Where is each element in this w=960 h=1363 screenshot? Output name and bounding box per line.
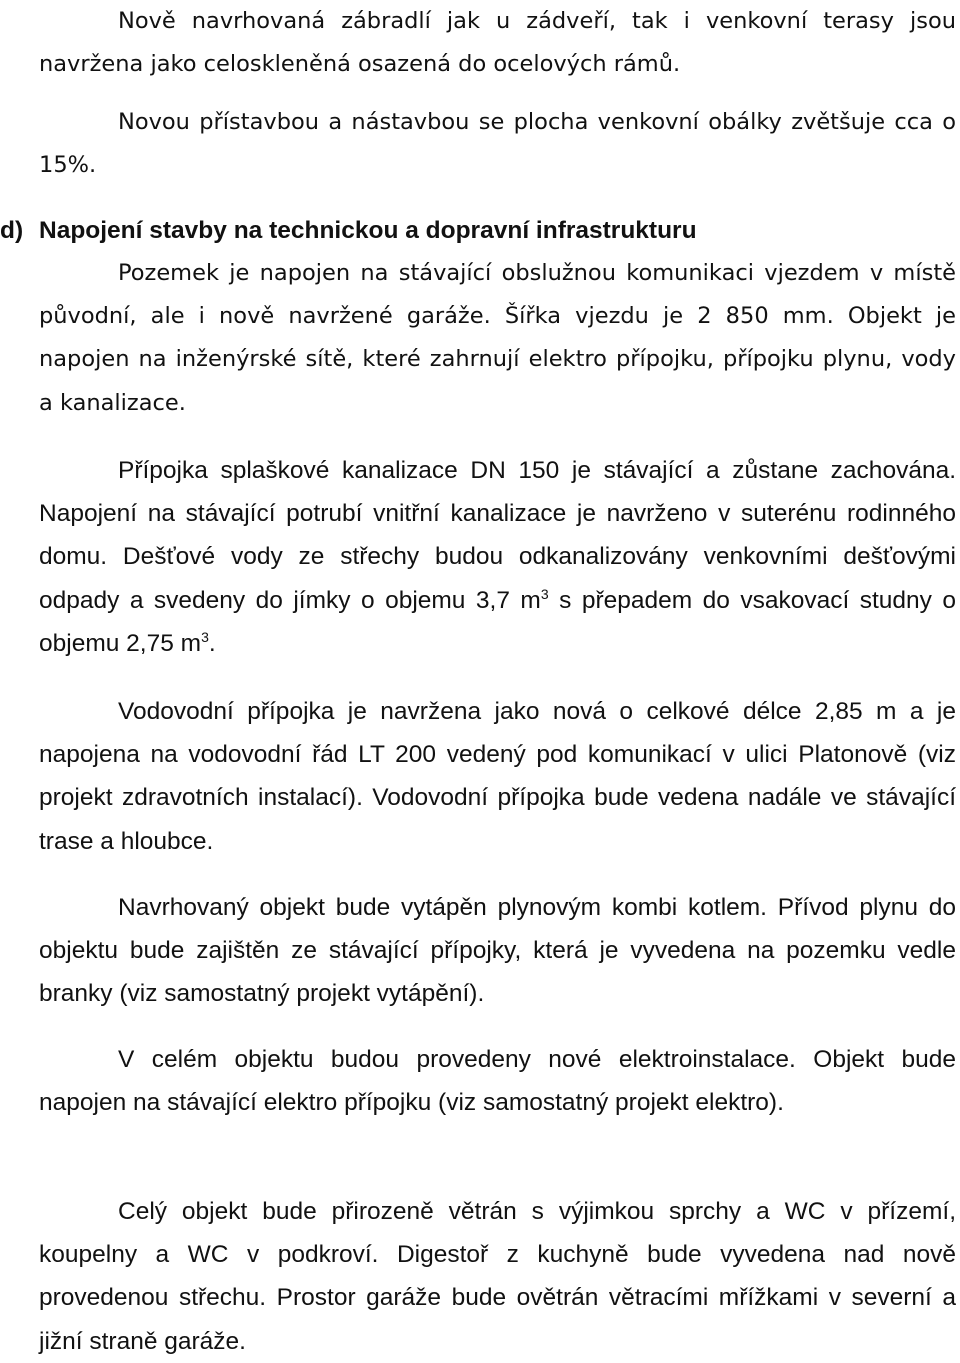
superscript-unit: 3 (540, 585, 549, 602)
paragraph-railings: Nově navrhovaná zábradlí jak u zádveří, tak i venkovní terasy jsou navržena jako celoskleněná osazená do ocelových rámů. (39, 8, 956, 78)
paragraph-sewer (39, 449, 956, 665)
sewer-text-end: . (208, 629, 216, 657)
paragraph-water: Vodovodní přípojka je navržena jako nová o celkové délce 2,85 m a je napojena na vodovodní řád LT 200 vedený pod komunikací v ulici Platonově (viz projekt zdravotních instalací). Vodovodní přípojka bude vedena nadále ve stávající trase a hloubce. (39, 698, 956, 855)
paragraph-envelope: Novou přístavbou a nástavbou se plocha venkovní obálky zvětšuje cca o 15%. (39, 109, 956, 179)
section-label: d) (0, 217, 24, 244)
superscript-unit: 3 (201, 628, 209, 645)
paragraph-connection: Pozemek je napojen na stávající obslužnou komunikaci vjezdem v místě původní, ale i nově navržené garáže. Šířka vjezdu je 2 850 mm. Objekt je napojen na inženýrské sítě, které zahrnují elektro přípojku, přípojku plynu, vody a kanalizace. (39, 260, 956, 416)
sewer-text-mid: s přepadem do vsakovací studny o objemu 2,75 m (39, 586, 956, 657)
section-title: Napojení stavby na technickou a dopravní infrastrukturu (39, 217, 697, 244)
paragraph-heating: Navrhovaný objekt bude vytápěn plynovým kombi kotlem. Přívod plynu do objektu bude zajištěn ze stávající přípojky, která je vyvedena na pozemku vedle branky (viz samostatný projekt vytápění). (39, 894, 956, 1008)
section-heading (0, 209, 956, 252)
paragraph-electro: V celém objektu budou provedeny nové elektroinstalace. Objekt bude napojen na stávající elektro přípojku (viz samostatný projekt elektro). (39, 1046, 956, 1117)
paragraph-ventilation: Celý objekt bude přirozeně větrán s výjimkou sprchy a WC v přízemí, koupelny a WC v podkroví. Digestoř z kuchyně bude vyvedena nad nově provedenou střechu. Prostor garáže bude ovětrán větracími mřížkami v severní a jižní straně garáže. (39, 1198, 956, 1355)
sewer-text: Přípojka splaškové kanalizace DN 150 je stávající a zůstane zachována. Napojení na stávající potrubí vnitřní kanalizace je navrženo v suterénu rodinného domu. Dešťové vody ze střechy budou odkanalizovány venkovními dešťovými odpady a svedeny do jímky o objemu 3,7 m (39, 457, 956, 614)
